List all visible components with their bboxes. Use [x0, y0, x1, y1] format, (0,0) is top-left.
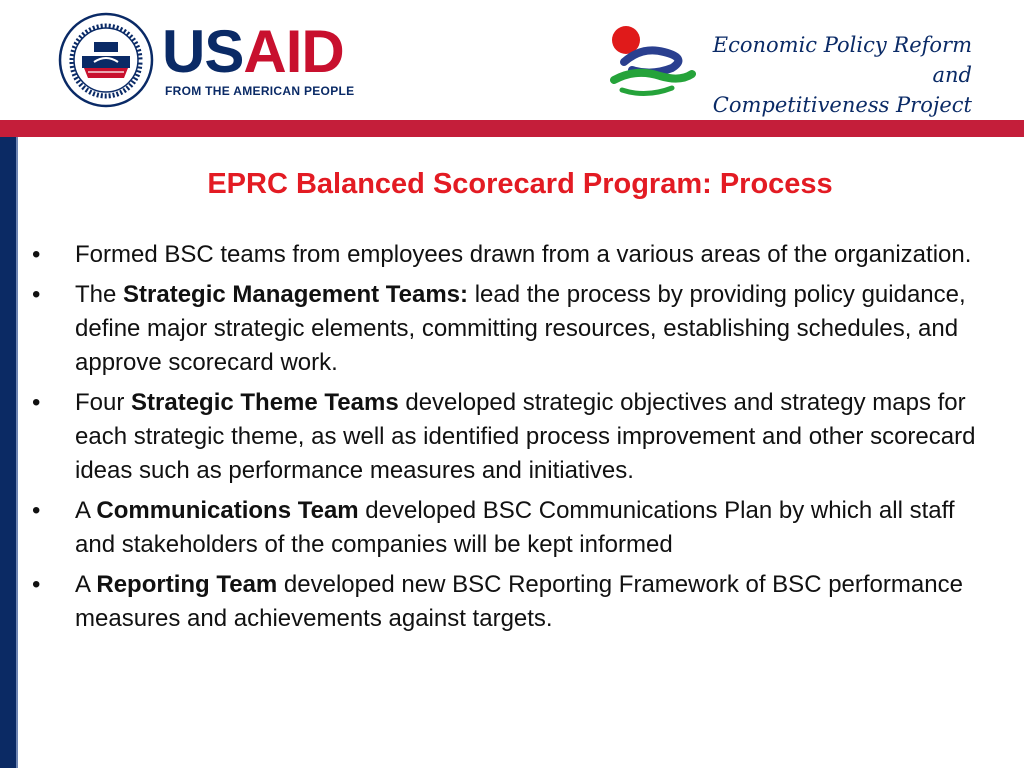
bullet-text-rest: developed new BSC Reporting Framework of BSC performance measures and achievements against targets.	[75, 571, 963, 632]
bullet-marker: •	[32, 389, 41, 416]
bullet-marker: •	[32, 241, 41, 268]
bullet-bold: Communications Team	[96, 497, 359, 524]
usaid-tagline: FROM THE AMERICAN PEOPLE	[165, 84, 355, 98]
bullet-item	[32, 386, 982, 488]
bullet-text-rest: developed strategic objectives and strategy maps for each strategic theme, as well as identified process improvement and other scorecard ideas such as performance measures and initiatives.	[75, 389, 976, 484]
bullet-item	[32, 568, 982, 636]
usaid-wordmark-us: US	[162, 18, 244, 85]
bullet-item	[32, 278, 982, 380]
bullet-marker: •	[32, 497, 41, 524]
bullet-text: A	[75, 571, 97, 598]
bullet-list	[32, 238, 982, 642]
bullet-bold: Strategic Management Teams:	[123, 281, 469, 308]
eprc-project-name	[672, 30, 972, 120]
eprc-name-line-1: Economic Policy Reform and	[712, 33, 972, 87]
bullet-text-rest: lead the process by providing policy guidance, define major strategic elements, committing resources, establishing schedules, and approve scorecard work.	[75, 281, 966, 376]
bullet-item	[32, 238, 982, 272]
bullet-text: The	[75, 281, 124, 308]
bullet-text: A	[75, 497, 97, 524]
slide-header	[0, 0, 1024, 120]
usaid-seal-icon	[58, 12, 154, 108]
usaid-wordmark-aid: AID	[243, 18, 344, 85]
left-accent-bar	[0, 137, 16, 768]
bullet-text: Four	[75, 389, 132, 416]
bullet-bold: Strategic Theme Teams	[131, 389, 399, 416]
header-divider	[0, 120, 1024, 137]
bullet-marker: •	[32, 571, 41, 598]
left-accent-line	[16, 137, 18, 768]
eprc-name-line-2: Competitiveness Project	[712, 93, 972, 117]
bullet-text-rest: developed BSC Communications Plan by which all staff and stakeholders of the companies will be kept informed	[75, 497, 955, 558]
bullet-text: Formed BSC teams from employees drawn from a various areas of the organization.	[75, 241, 972, 268]
usaid-wordmark	[162, 18, 344, 85]
bullet-bold: Reporting Team	[96, 571, 278, 598]
slide-title: EPRC Balanced Scorecard Program: Process	[207, 168, 833, 200]
bullet-item	[32, 494, 982, 562]
bullet-marker: •	[32, 281, 41, 308]
